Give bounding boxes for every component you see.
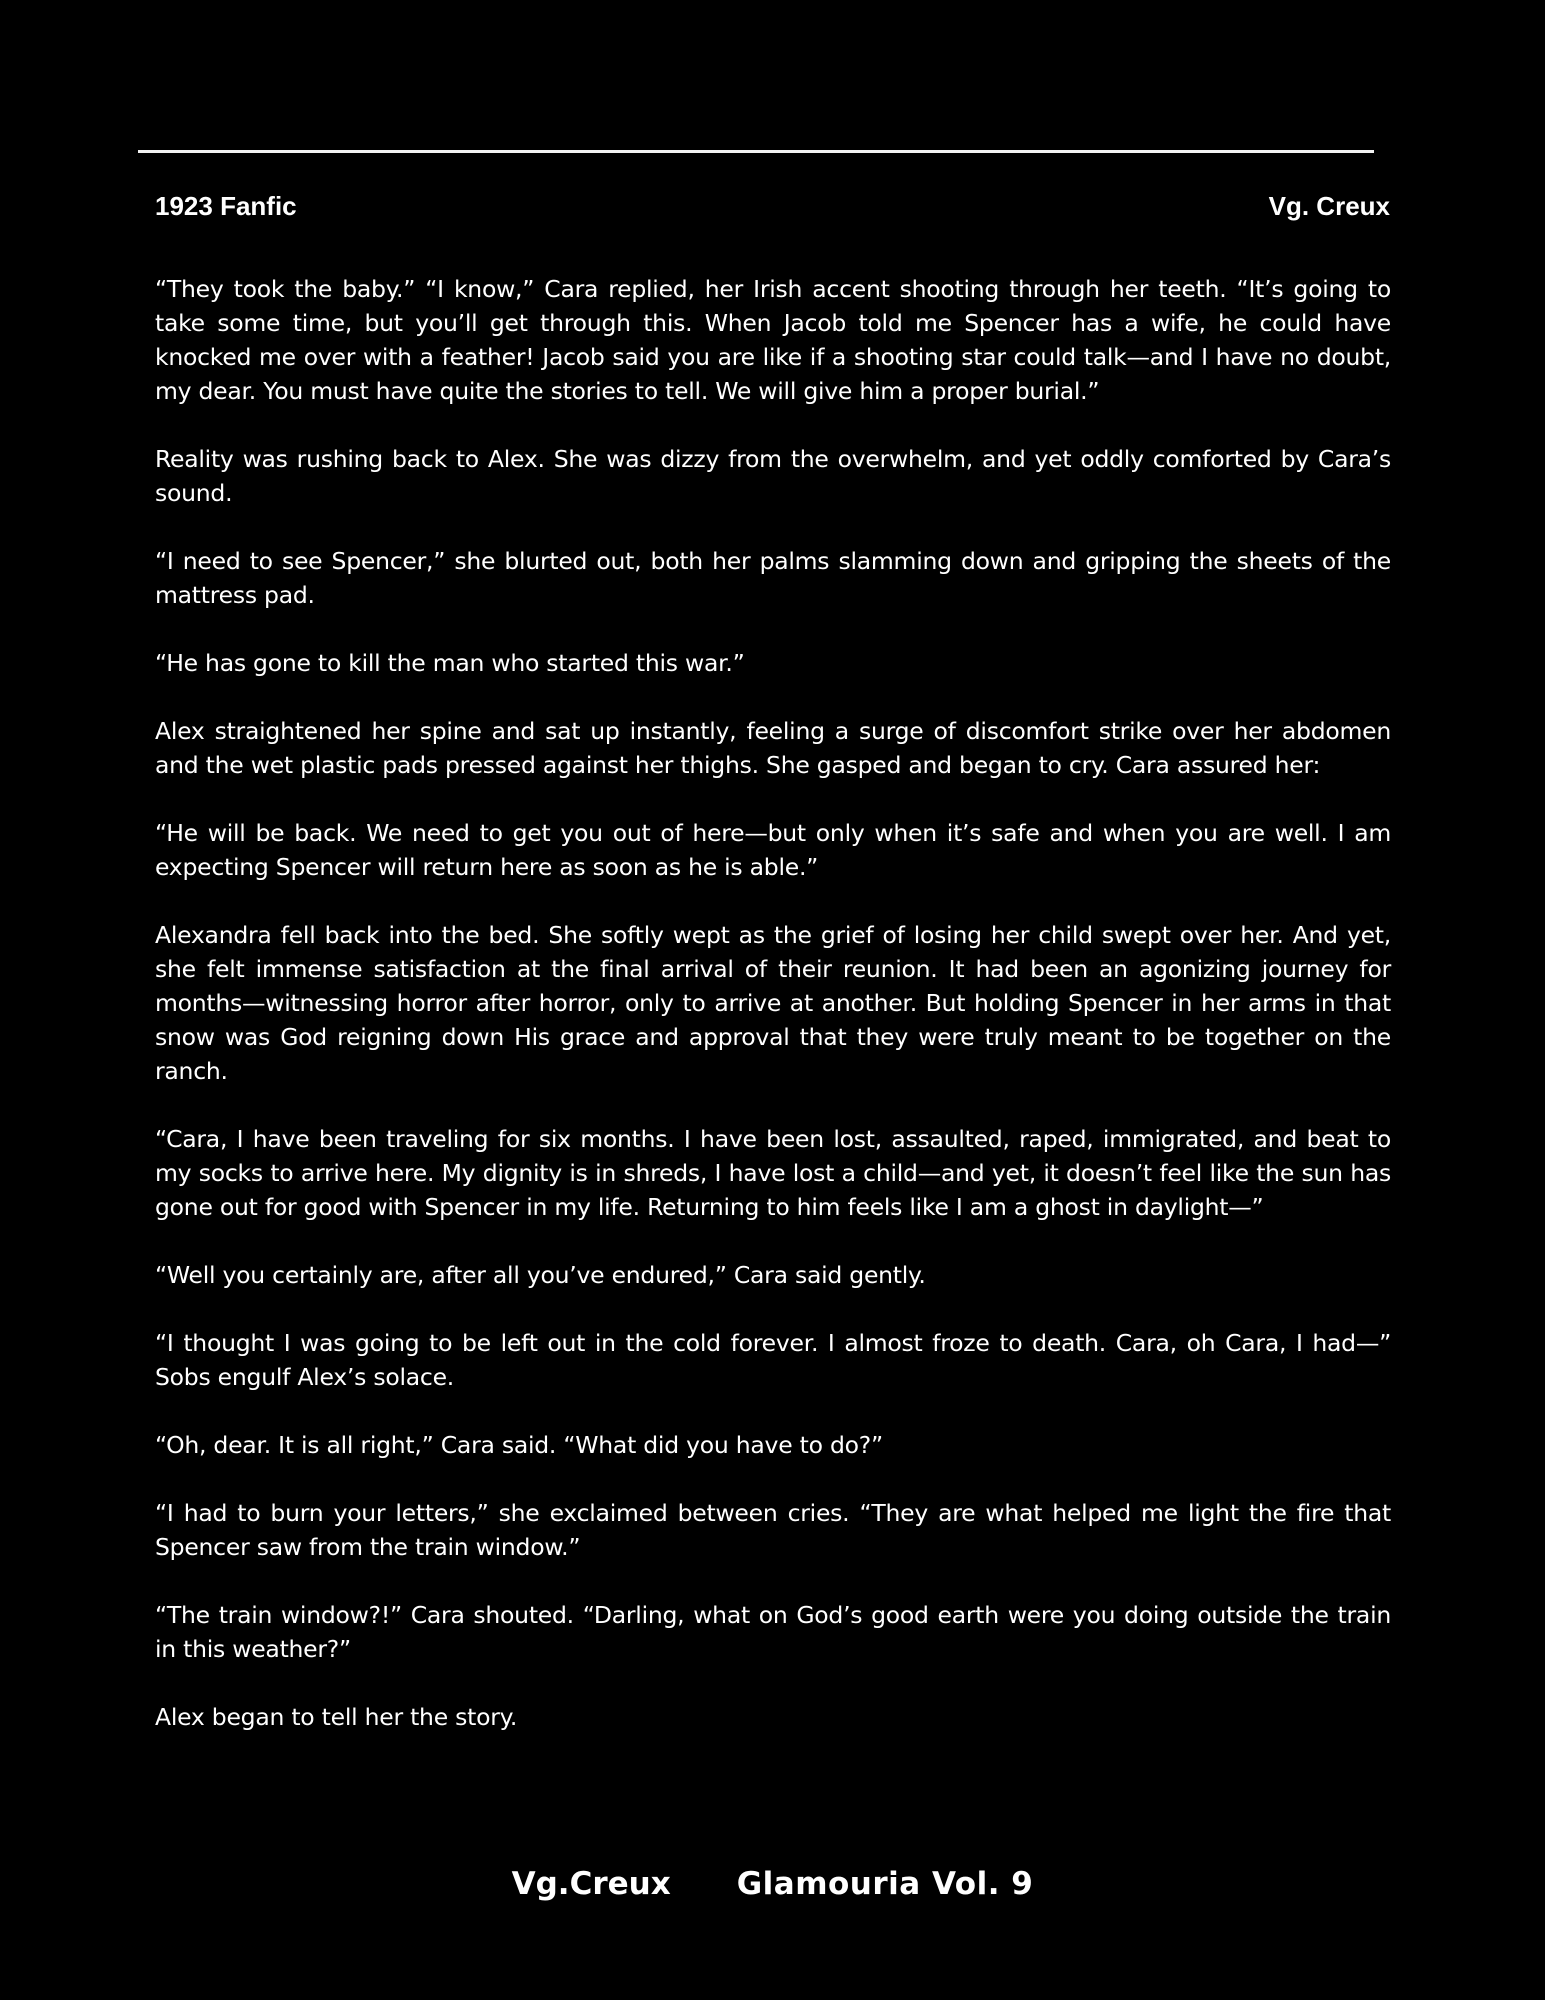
paragraph: Alex straightened her spine and sat up instantly, feeling a surge of discomfort strike over her abdomen and the wet plastic pads pressed against her thighs. She gasped and began to cry. Cara assured her: [155,717,1391,779]
page-footer [0,1862,1545,1906]
paragraph: Alex began to tell her the story. [155,1703,518,1731]
running-header-title: 1923 Fanfic [155,191,297,221]
paragraph: “I need to see Spencer,” she blurted out, both her palms slamming down and gripping the sheets of the mattress pad. [155,547,1391,609]
paragraph: “The train window?!” Cara shouted. “Darling, what on God’s good earth were you doing outside the train in this weather?” [155,1601,1391,1663]
paragraph: “They took the baby.” “I know,” Cara replied, her Irish accent shooting through her teeth. “It’s going to take some time, but you’ll get through this. When Jacob told me Spencer has a wife, he could have knocked me over with a feather! Jacob said you are like if a shooting star could talk—and I have no doubt, my dear. You must have quite the stories to tell. We will give him a proper burial.” [155,275,1391,405]
footer-publication-title: Glamouria Vol. 9 [736,1866,1034,1902]
paragraph: “Well you certainly are, after all you’ve endured,” Cara said gently. [155,1261,926,1289]
header-divider [138,150,1374,153]
paragraph: “Oh, dear. It is all right,” Cara said. “What did you have to do?” [155,1431,883,1459]
paragraph: “He has gone to kill the man who started this war.” [155,649,745,677]
paragraph: Reality was rushing back to Alex. She was dizzy from the overwhelm, and yet oddly comforted by Cara’s sound. [155,445,1391,507]
footer-author-logo: Vg.Creux [511,1866,671,1902]
paragraph: “I thought I was going to be left out in the cold forever. I almost froze to death. Cara, oh Cara, I had—” Sobs engulf Alex’s solace. [155,1329,1391,1391]
paragraph: “Cara, I have been traveling for six months. I have been lost, assaulted, raped, immigrated, and beat to my socks to arrive here. My dignity is in shreds, I have lost a child—and yet, it doesn’t feel like the sun has gone out for good with Spencer in my life. Returning to him feels like I am a ghost in daylight—” [155,1125,1391,1221]
paragraph: “I had to burn your letters,” she exclaimed between cries. “They are what helped me light the fire that Spencer saw from the train window.” [155,1499,1391,1561]
story-body [155,272,1391,1768]
running-header-author: Vg. Creux [1268,191,1390,221]
paragraph: Alexandra fell back into the bed. She softly wept as the grief of losing her child swept over her. And yet, she felt immense satisfaction at the final arrival of their reunion. It had been an agonizing journey for months—witnessing horror after horror, only to arrive at another. But holding Spencer in her arms in that snow was God reigning down His grace and approval that they were truly meant to be together on the ranch. [155,921,1391,1085]
paragraph: “He will be back. We need to get you out of here—but only when it’s safe and when you are well. I am expecting Spencer will return here as soon as he is able.” [155,819,1391,881]
